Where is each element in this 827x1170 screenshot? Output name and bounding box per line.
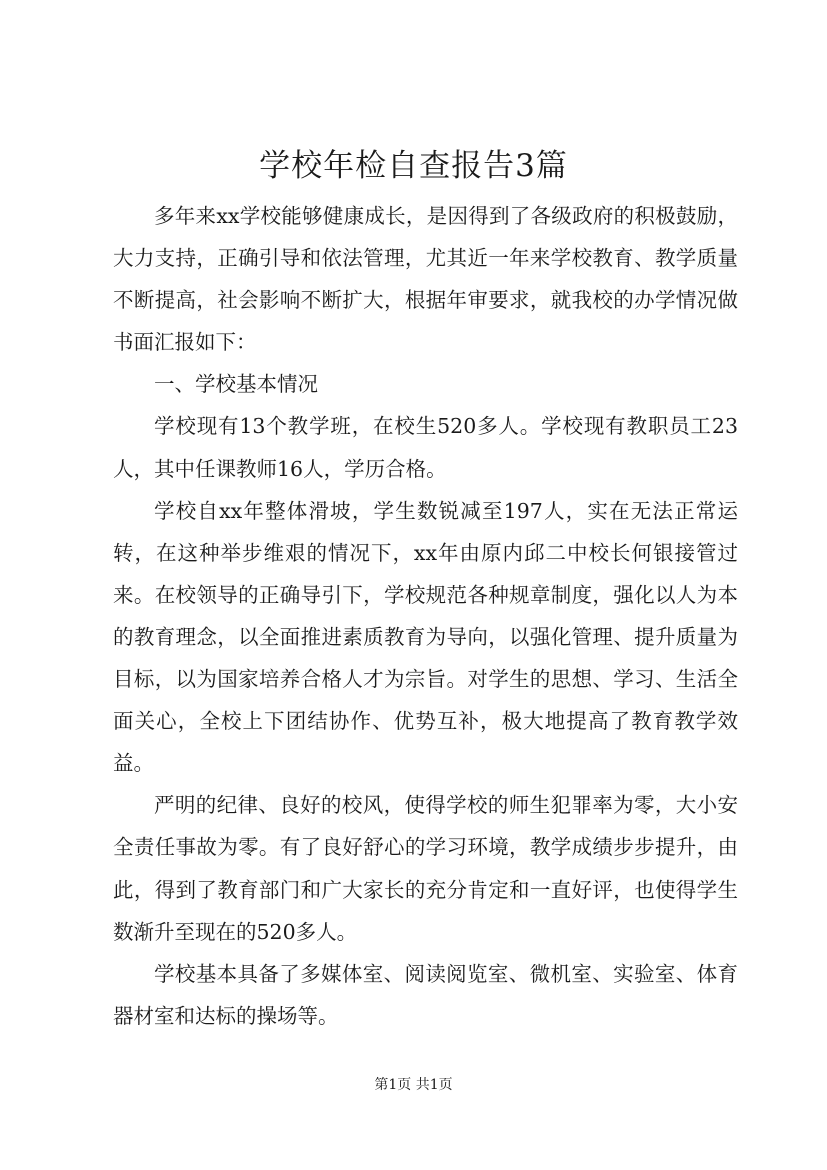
paragraph-facilities: 学校基本具备了多媒体室、阅读阅览室、微机室、实验室、体育器材室和达标的操场等。 <box>113 961 738 1028</box>
document-body <box>113 195 738 1037</box>
paragraph-intro: 多年来xx学校能够健康成长，是因得到了各级政府的积极鼓励，大力支持，正确引导和依法管理，尤其近一年来学校教育、教学质量不断提高，社会影响不断扩大，根据年审要求，就我校的办学情况做书面汇报如下： <box>113 204 738 355</box>
paragraph-class-count: 学校现有13个教学班，在校生520多人。学校现有教职员工23人，其中任课教师16人，学历合格。 <box>113 414 738 481</box>
section-heading-basic-info: 一、学校基本情况 <box>154 372 318 397</box>
paragraph-discipline: 严明的纪律、良好的校风，使得学校的师生犯罪率为零，大小安全责任事故为零。有了良好舒心的学习环境，教学成绩步步提升，由此，得到了教育部门和广大家长的充分肯定和一直好评，也使得学生数渐升至现在的520多人。 <box>113 793 738 944</box>
document-title: 学校年检自查报告3篇 <box>259 148 568 184</box>
page-number-footer: 第1页 共1页 <box>374 1077 453 1093</box>
paragraph-history: 学校自xx年整体滑坡，学生数锐减至197人，实在无法正常运转，在这种举步维艰的情况下，xx年由原内邱二中校长何银接管过来。在校领导的正确导引下，学校规范各种规章制度，强化以人为本的教育理念，以全面推进素质教育为导向，以强化管理、提升质量为目标，以为国家培养合格人才为宗旨。对学生的思想、学习、生活全面关心，全校上下团结协作、优势互补，极大地提高了教育教学效益。 <box>113 498 738 776</box>
